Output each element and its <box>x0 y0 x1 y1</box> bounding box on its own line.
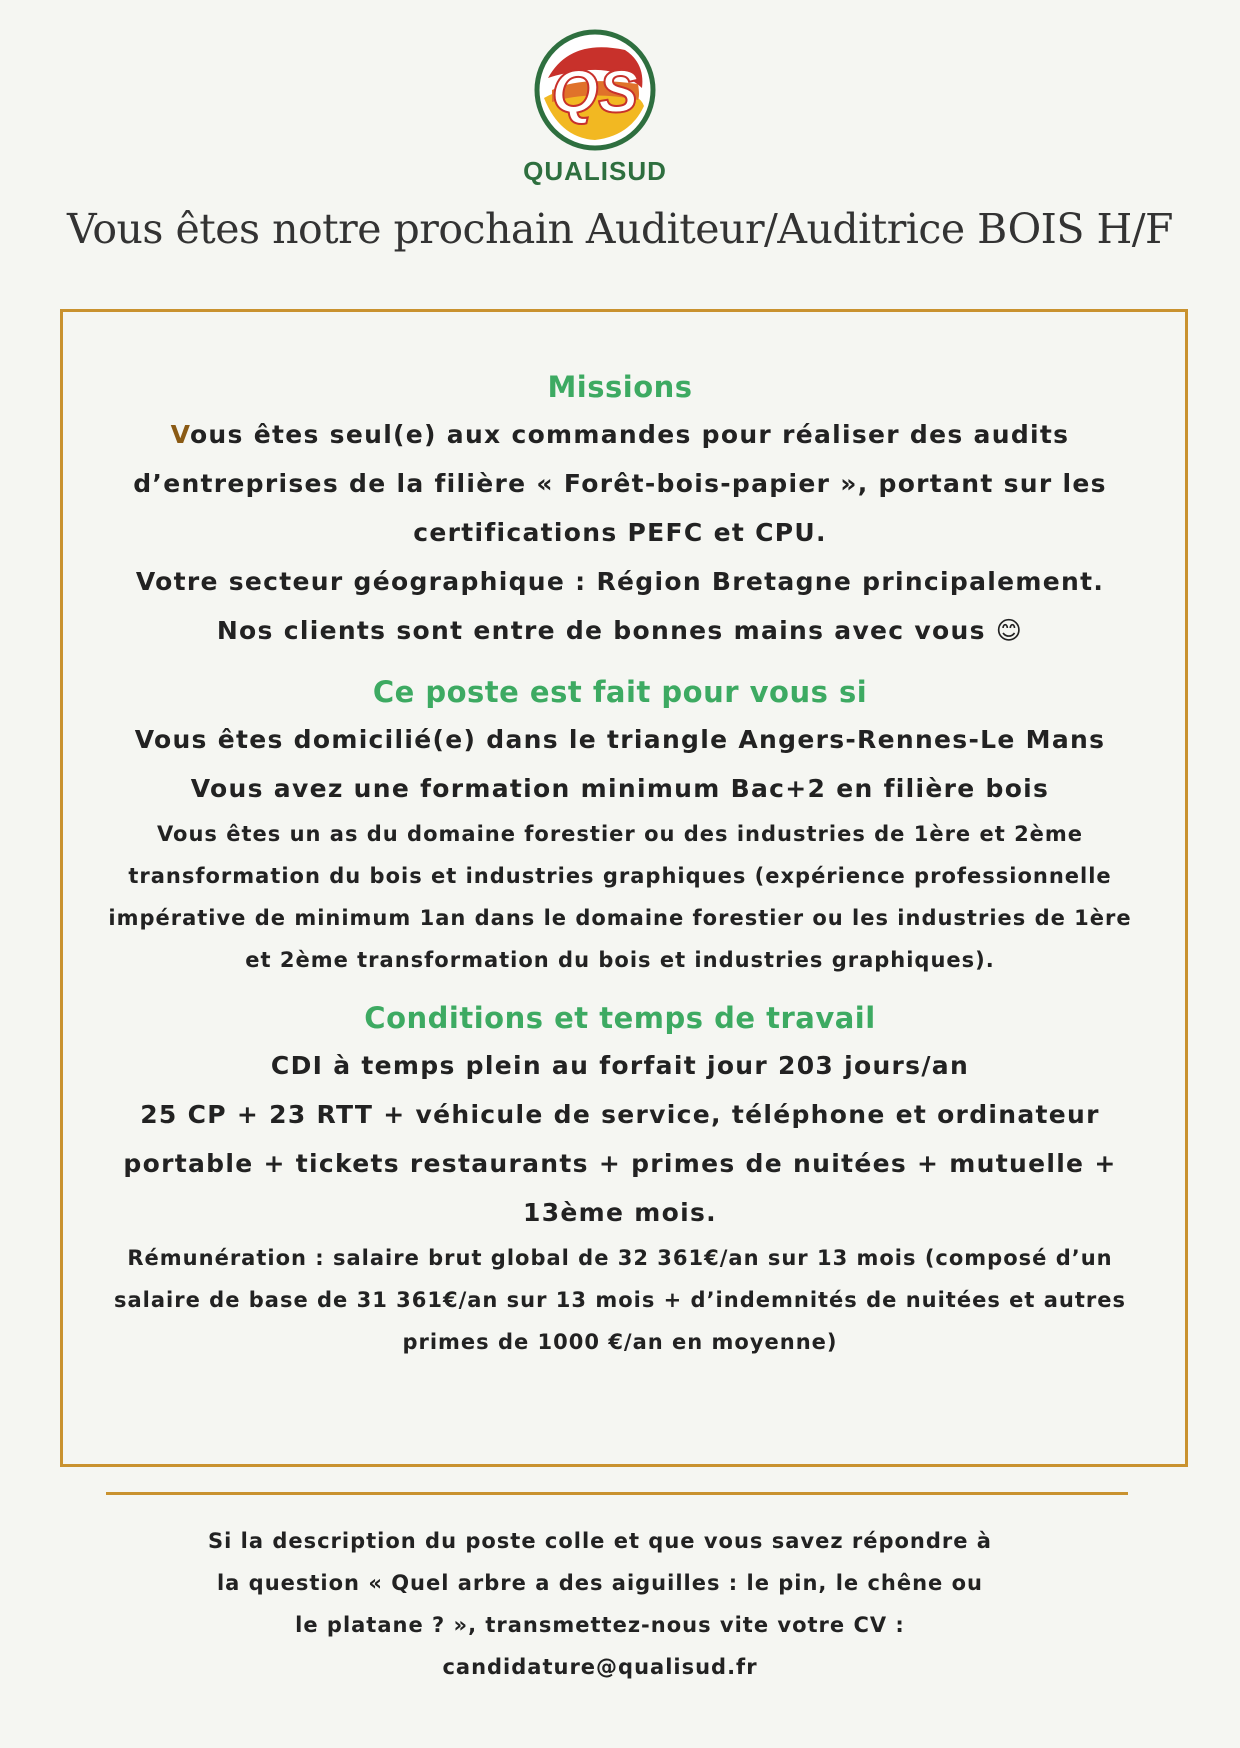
profile-detail-line: impérative de minimum 1an dans le domaine forestier ou les industries de 1ère <box>108 906 1132 930</box>
missions-line <box>80 410 1160 459</box>
profile-detail-line: et 2ème transformation du bois et industries graphiques). <box>245 948 995 972</box>
job-content <box>80 370 1160 1363</box>
salary-line: Rémunération : salaire brut global de 32 361€/an sur 13 mois (composé d’un <box>127 1246 1113 1270</box>
missions-line: Votre secteur géographique : Région Bretagne principalement. <box>135 567 1105 596</box>
profile-section <box>80 675 1160 981</box>
conditions-section <box>80 1001 1160 1363</box>
conditions-line: 25 CP + 23 RTT + véhicule de service, téléphone et ordinateur <box>140 1100 1100 1129</box>
footer-line: la question « Quel arbre a des aiguilles : le pin, le chêne ou <box>216 1571 983 1595</box>
conditions-heading: Conditions et temps de travail <box>364 1001 876 1035</box>
missions-first-letter: V <box>170 420 190 449</box>
qualisud-logo <box>530 28 660 153</box>
salary-line: primes de 1000 €/an en moyenne) <box>402 1330 838 1354</box>
missions-line: Nos clients sont entre de bonnes mains avec vous 😊 <box>216 616 1024 645</box>
missions-line-text: ous êtes seul(e) aux commandes pour réaliser des audits <box>189 420 1070 449</box>
profile-line: Vous êtes domicilié(e) dans le triangle Angers-Rennes-Le Mans <box>134 725 1106 754</box>
profile-detail-line: Vous êtes un as du domaine forestier ou des industries de 1ère et 2ème <box>156 822 1084 846</box>
footer-line: le platane ? », transmettez-nous vite votre CV : <box>295 1613 905 1637</box>
conditions-line: portable + tickets restaurants + primes de nuitées + mutuelle + <box>123 1149 1117 1178</box>
conditions-line: 13ème mois. <box>523 1198 717 1227</box>
brand-name: QUALISUD <box>523 156 667 186</box>
missions-section <box>80 370 1160 655</box>
profile-line: Vous avez une formation minimum Bac+2 en filière bois <box>190 774 1050 803</box>
missions-heading: Missions <box>547 370 693 404</box>
missions-line: certifications PEFC et CPU. <box>413 518 827 547</box>
divider <box>106 1492 1128 1495</box>
footer-line: Si la description du poste colle et que vous savez répondre à <box>208 1529 992 1553</box>
salary-line: salaire de base de 31 361€/an sur 13 mois + d’indemnités de nuitées et autres <box>114 1288 1126 1312</box>
page-title: Vous êtes notre prochain Auditeur/Auditrice BOIS H/F <box>66 205 1174 253</box>
logo-letters: QS <box>551 58 639 125</box>
profile-detail-line: transformation du bois et industries graphiques (expérience professionnelle <box>128 864 1112 888</box>
conditions-line: CDI à temps plein au forfait jour 203 jours/an <box>270 1051 970 1080</box>
missions-line: d’entreprises de la filière « Forêt-bois-papier », portant sur les <box>133 469 1107 498</box>
application-footer <box>150 1520 1050 1688</box>
contact-email[interactable]: candidature@qualisud.fr <box>442 1655 758 1679</box>
profile-heading: Ce poste est fait pour vous si <box>372 675 868 709</box>
